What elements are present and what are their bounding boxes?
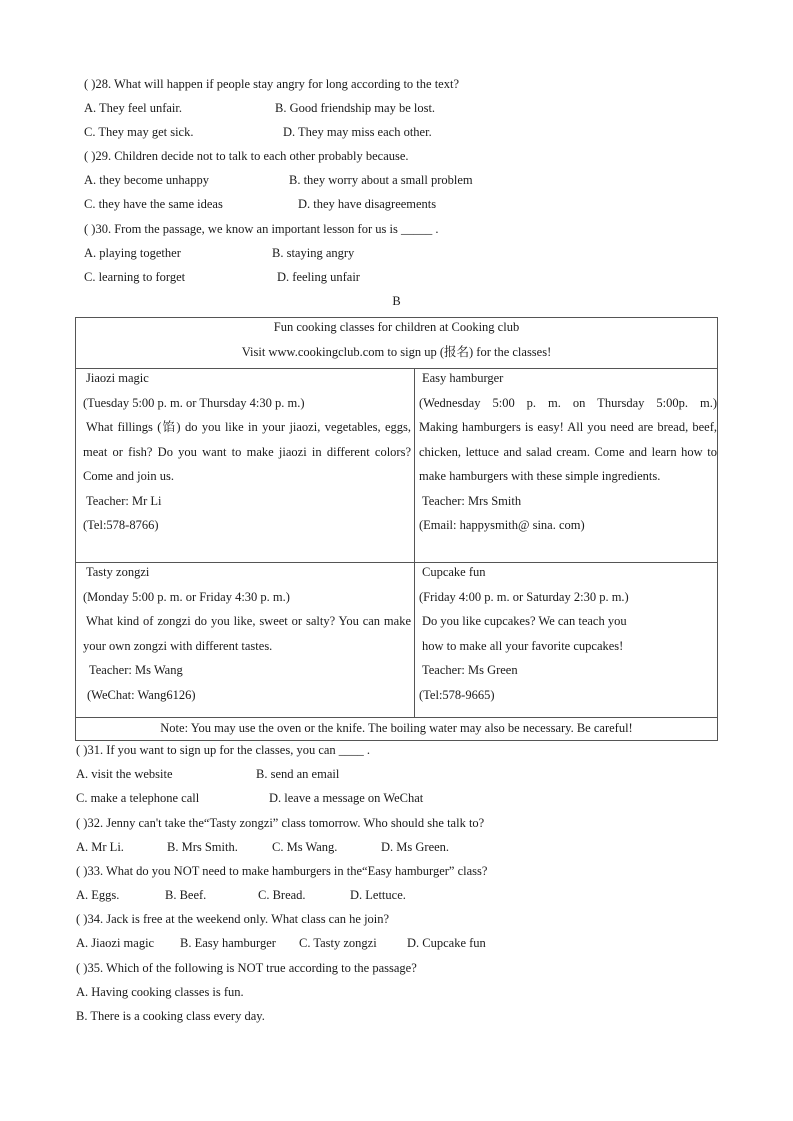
class-contact: (Tel:578-8766) [83, 518, 159, 532]
class-cell-zongzi [83, 560, 411, 707]
q28-option-b: B. Good friendship may be lost. [275, 101, 436, 115]
q32-option-d: D. Ms Green. [381, 840, 450, 854]
section-b-heading: B [392, 294, 401, 308]
q33-option-a: A. Eggs. [76, 888, 120, 902]
class-description: Do you like cupcakes? We can teach you [422, 614, 627, 628]
q30-option-d: D. feeling unfair [277, 270, 360, 284]
question-32: ( )32. Jenny can't take the“Tasty zongzi” class tomorrow. Who should she talk to? [76, 816, 485, 830]
question-35: ( )35. Which of the following is NOT true according to the passage? [76, 961, 417, 975]
class-time: (Wednesday 5:00 p. m. on Thursday 5:00p. m.) [419, 395, 717, 410]
q32-option-b: B. Mrs Smith. [167, 840, 238, 854]
q32-option-a: A. Mr Li. [76, 840, 124, 854]
class-description: Making hamburgers is easy! All you need are bread, beef, chicken, lettuce and salad cream. Come and learn how to make hamburgers with these simple ingredients. [419, 420, 717, 483]
q33-option-b: B. Beef. [165, 888, 207, 902]
q28-option-d: D. They may miss each other. [283, 125, 432, 139]
q34-option-b: B. Easy hamburger [180, 936, 276, 950]
class-contact: (WeChat: Wang6126) [87, 687, 196, 702]
q33-option-d: D. Lettuce. [350, 888, 406, 902]
q31-option-a: A. visit the website [76, 767, 173, 781]
question-30: ( )30. From the passage, we know an important lesson for us is _____ . [84, 222, 439, 236]
cooking-classes-table [75, 317, 718, 741]
class-cell-hamburger [419, 366, 717, 538]
q31-option-c: C. make a telephone call [76, 791, 200, 805]
q28-option-a: A. They feel unfair. [84, 101, 182, 115]
q31-option-b: B. send an email [256, 767, 340, 781]
q32-option-c: C. Ms Wang. [272, 840, 338, 854]
class-teacher: Teacher: Mrs Smith [422, 493, 522, 508]
class-cell-cupcake [419, 560, 717, 707]
question-34: ( )34. Jack is free at the weekend only. What class can he join? [76, 912, 390, 926]
class-time: (Tuesday 5:00 p. m. or Thursday 4:30 p. m.) [83, 395, 305, 410]
q34-option-c: C. Tasty zongzi [299, 936, 377, 950]
class-teacher: Teacher: Mr Li [86, 493, 162, 508]
q34-option-a: A. Jiaozi magic [76, 936, 155, 950]
question-28: ( )28. What will happen if people stay angry for long according to the text? [84, 77, 459, 91]
q35-option-a: A. Having cooking classes is fun. [76, 985, 244, 999]
class-name: Cupcake fun [422, 565, 486, 579]
q30-option-c: C. learning to forget [84, 270, 186, 284]
class-contact: (Email: happysmith@ sina. com) [419, 518, 585, 532]
class-name: Jiaozi magic [86, 371, 149, 385]
class-name: Easy hamburger [422, 371, 504, 385]
q33-option-c: C. Bread. [258, 888, 306, 902]
q28-option-c: C. They may get sick. [84, 125, 194, 139]
class-cell-jiaozi [83, 366, 411, 538]
question-31: ( )31. If you want to sign up for the classes, you can ____ . [76, 743, 371, 757]
table-column-divider [414, 368, 415, 717]
q29-option-b: B. they worry about a small problem [289, 173, 473, 187]
table-divider [76, 717, 717, 718]
class-contact: (Tel:578-9665) [419, 687, 495, 702]
q30-option-b: B. staying angry [272, 246, 355, 260]
class-description: how to make all your favorite cupcakes! [422, 638, 624, 653]
class-teacher: Teacher: Ms Wang [89, 663, 183, 677]
q29-option-c: C. they have the same ideas [84, 197, 223, 211]
q31-option-d: D. leave a message on WeChat [269, 791, 424, 805]
table-visit-line: Visit www.cookingclub.com to sign up (报名) for the classes! [241, 345, 552, 359]
class-name: Tasty zongzi [86, 565, 150, 579]
class-description: What kind of zongzi do you like, sweet or salty? You can make your own zongzi with different tastes. [83, 614, 411, 653]
class-time: (Friday 4:00 p. m. or Saturday 2:30 p. m.) [419, 589, 629, 604]
class-description: What fillings (馅) do you like in your jiaozi, vegetables, eggs, meat or fish? Do you want to make jiaozi in different colors? Come and join us. [83, 420, 411, 483]
q30-option-a: A. playing together [84, 246, 181, 260]
question-29: ( )29. Children decide not to talk to each other probably because. [84, 149, 409, 163]
class-time: (Monday 5:00 p. m. or Friday 4:30 p. m.) [83, 589, 290, 604]
q35-option-b: B. There is a cooking class every day. [76, 1009, 265, 1023]
q29-option-d: D. they have disagreements [298, 197, 437, 211]
table-title: Fun cooking classes for children at Cooking club [273, 320, 520, 334]
question-33: ( )33. What do you NOT need to make hamburgers in the“Easy hamburger” class? [76, 864, 488, 878]
table-note: Note: You may use the oven or the knife. The boiling water may also be necessary. Be careful! [160, 721, 633, 735]
q34-option-d: D. Cupcake fun [407, 936, 486, 950]
class-teacher: Teacher: Ms Green [422, 663, 518, 677]
q29-option-a: A. they become unhappy [84, 173, 209, 187]
